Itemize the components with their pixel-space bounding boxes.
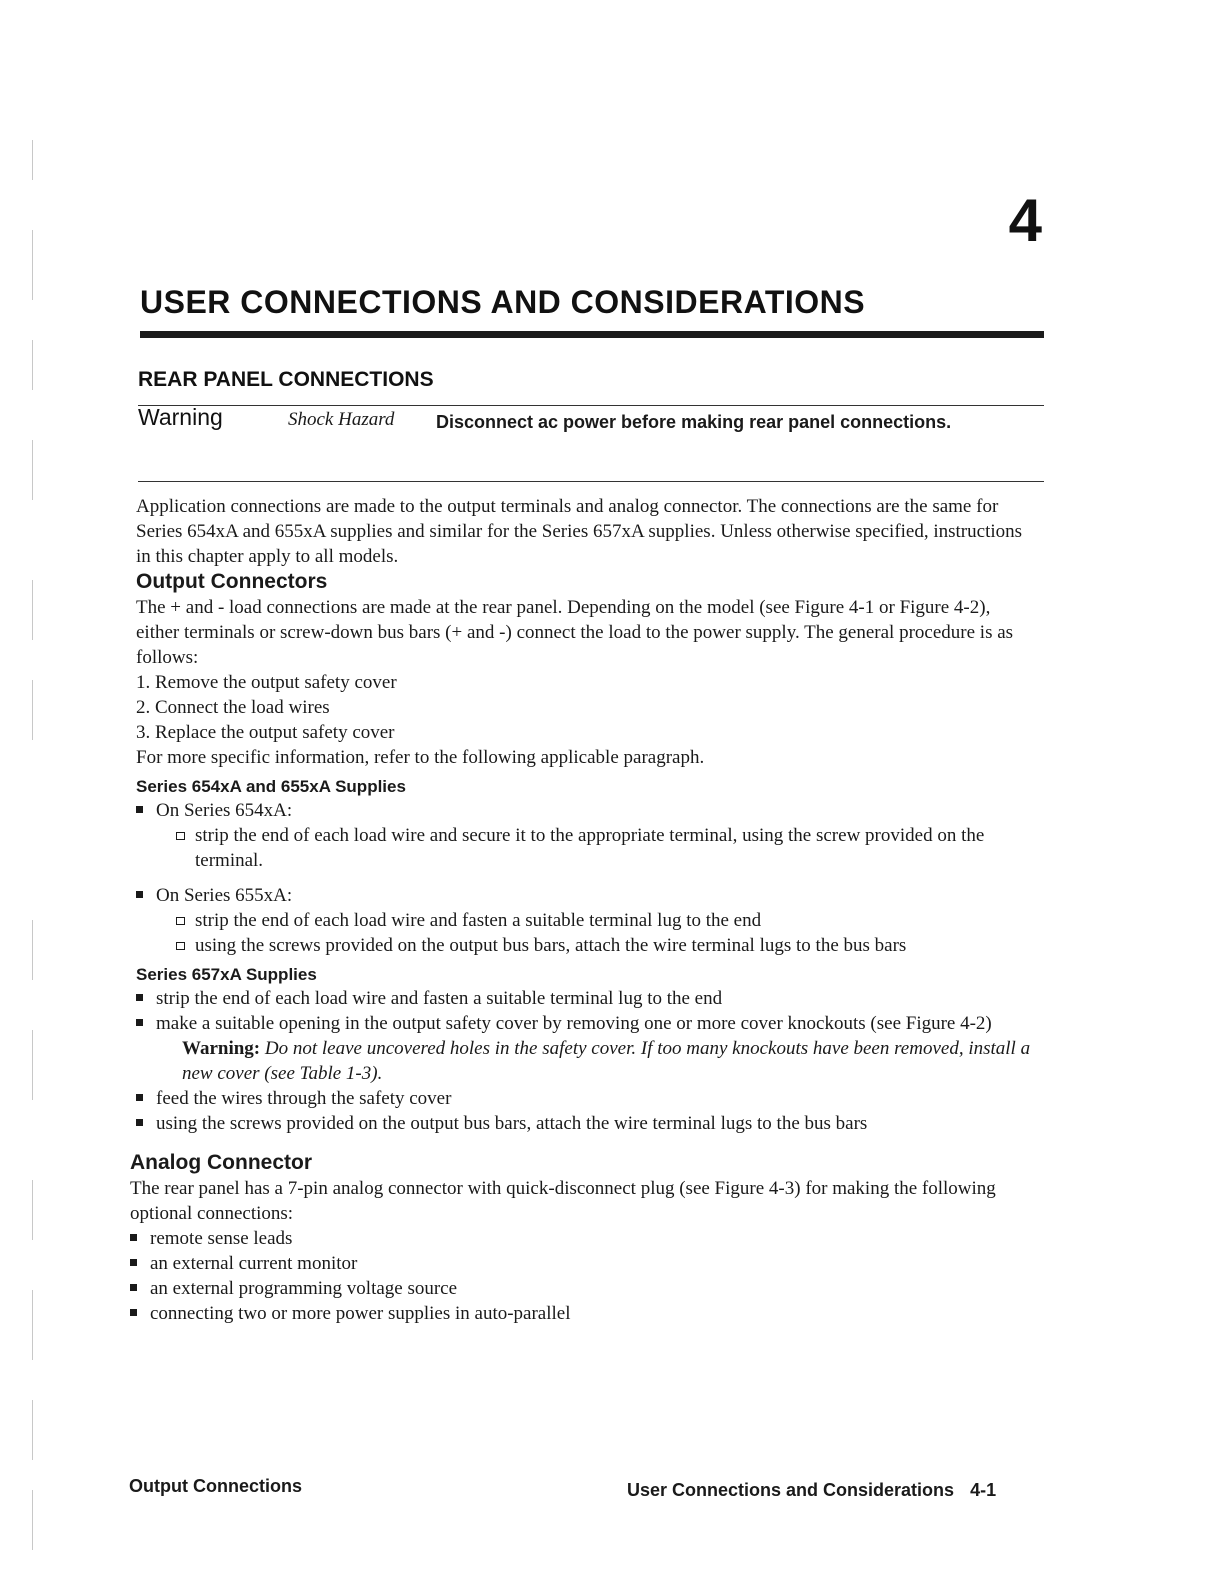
list-item-text: make a suitable opening in the output safety cover by removing one or more cover knockouts (see Figure 4-2)	[156, 1013, 992, 1034]
series-654-label: On Series 654xA:	[156, 800, 293, 821]
chapter-title: USER CONNECTIONS AND CONSIDERATIONS	[140, 284, 866, 320]
list-item: strip the end of each load wire and fasten a suitable terminal lug to the end	[136, 986, 1036, 1011]
chapter-title-rule	[140, 331, 1044, 338]
knockout-warning-text: Do not leave uncovered holes in the safety cover. If too many knockouts have been removed, install a new cover (see Table 1-3).	[182, 1038, 1031, 1084]
list-item	[136, 1011, 1036, 1086]
list-item: connecting two or more power supplies in auto-parallel	[130, 1301, 1036, 1326]
procedure-step: 1. Remove the output safety cover	[136, 672, 397, 693]
series-654-sublist	[156, 823, 1036, 873]
chapter-number: 4	[1008, 187, 1042, 254]
procedure-step: 3. Replace the output safety cover	[136, 722, 395, 743]
intro-paragraph: Application connections are made to the output terminals and analog connector. The connections are the same for Series 654xA and 655xA supplies and similar for the Series 657xA supplies. Unless otherwise specified, instructions in this chapter apply to all models.	[136, 496, 1023, 567]
warning-label: Warning	[138, 404, 223, 430]
series-655-sublist	[156, 908, 1036, 958]
body-content	[130, 494, 1036, 1326]
footer-section-name: Output Connections	[129, 1476, 302, 1496]
series-657-heading: Series 657xA Supplies	[136, 965, 317, 984]
list-item: feed the wires through the safety cover	[136, 1086, 1036, 1111]
shock-warning	[138, 404, 1044, 438]
knockout-warning-label: Warning:	[182, 1038, 261, 1059]
list-item: an external current monitor	[130, 1251, 1036, 1276]
output-connectors-heading: Output Connectors	[136, 570, 328, 593]
sublist-item: using the screws provided on the output bus bars, attach the wire terminal lugs to the bus bars	[176, 933, 1036, 958]
section-title: REAR PANEL CONNECTIONS	[138, 368, 434, 391]
footer-chapter-name: User Connections and Considerations	[627, 1480, 955, 1500]
warning-text: Disconnect ac power before making rear panel connections.	[436, 412, 952, 432]
warning-hazard: Shock Hazard	[288, 409, 395, 430]
knockout-warning	[156, 1036, 1036, 1086]
analog-connector-intro: The rear panel has a 7-pin analog connector with quick-disconnect plug (see Figure 4-3) for making the following optional connections:	[130, 1178, 996, 1224]
footer-chapter	[627, 1480, 996, 1501]
procedure-steps	[136, 670, 1036, 745]
list-item	[136, 883, 1036, 958]
list-item: remote sense leads	[130, 1226, 1036, 1251]
sublist-item: strip the end of each load wire and secure it to the appropriate terminal, using the screw provided on the terminal.	[176, 823, 1036, 873]
series-657-list	[136, 986, 1036, 1136]
page-number: 4-1	[970, 1480, 997, 1500]
analog-connector-heading: Analog Connector	[130, 1151, 312, 1174]
series-655-label: On Series 655xA:	[156, 885, 293, 906]
series-654-655-heading: Series 654xA and 655xA Supplies	[136, 777, 406, 796]
output-connectors-outro: For more specific information, refer to the following applicable paragraph.	[136, 747, 705, 768]
scan-edge-marks	[26, 40, 40, 1540]
list-item: using the screws provided on the output bus bars, attach the wire terminal lugs to the bus bars	[136, 1111, 1036, 1136]
analog-connections-list	[130, 1226, 1036, 1326]
procedure-step: 2. Connect the load wires	[136, 697, 330, 718]
list-item: an external programming voltage source	[130, 1276, 1036, 1301]
output-connectors-intro: The + and - load connections are made at the rear panel. Depending on the model (see Figure 4-1 or Figure 4-2), either terminals or screw-down bus bars (+ and -) connect the load to the power supply. The general procedure is as follows:	[136, 597, 1014, 668]
list-item	[136, 798, 1036, 873]
sublist-item: strip the end of each load wire and fasten a suitable terminal lug to the end	[176, 908, 1036, 933]
warning-rule-bottom	[138, 481, 1044, 482]
series-654-655-list	[136, 798, 1036, 958]
